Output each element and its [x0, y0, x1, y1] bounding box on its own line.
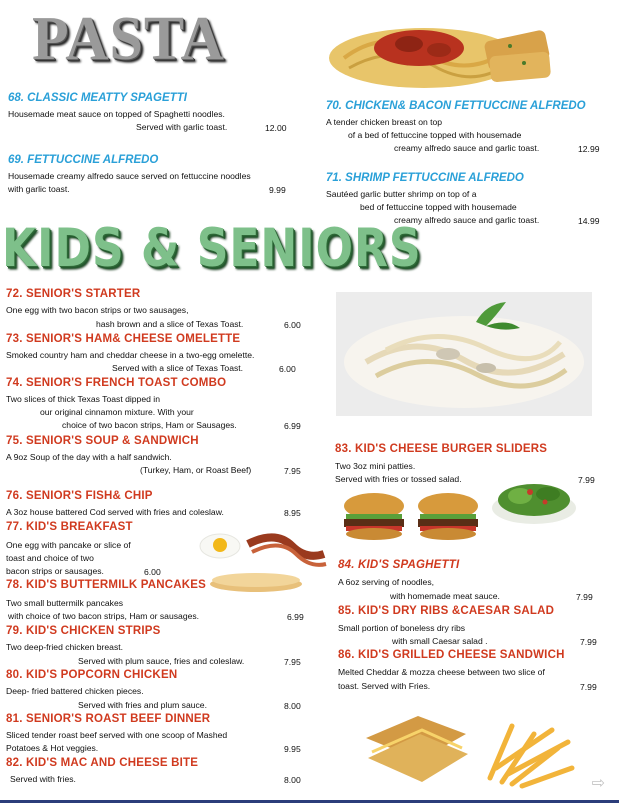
- item-71-desc-1: Sautéed garlic butter shrimp on top of a: [326, 189, 477, 199]
- item-84-price: 7.99: [576, 592, 593, 602]
- item-83-desc-1: Two 3oz mini patties.: [335, 461, 416, 471]
- item-71-heading: 71. SHRIMP FETTUCCINE ALFREDO: [326, 172, 524, 184]
- item-75-desc-1: A 9oz Soup of the day with a half sandwich.: [6, 452, 172, 462]
- item-78-heading: 78. KID'S BUTTERMILK PANCAKES: [6, 579, 207, 591]
- pasta-section-title: PASTA: [32, 3, 225, 73]
- item-77-desc-2: toast and choice of two: [6, 553, 94, 563]
- item-71-desc-3: creamy alfredo sauce and garlic toast.: [394, 215, 540, 225]
- item-83-price: 7.99: [578, 475, 595, 485]
- item-81-desc-1: Sliced tender roast beef served with one scoop of Mashed: [6, 730, 228, 740]
- grilled-cheese-fries-photo: [362, 708, 578, 794]
- item-76-desc-1: A 3oz house battered Cod served with fries and coleslaw.: [6, 507, 224, 517]
- item-74-price: 6.99: [284, 421, 301, 431]
- item-80-desc-1: Deep- fried battered chicken pieces.: [6, 686, 144, 696]
- item-75-heading: 75. SENIOR'S SOUP & SANDWICH: [6, 435, 199, 447]
- item-75-price: 7.95: [284, 466, 301, 476]
- sliders-photo: [336, 492, 486, 542]
- item-73-desc-2: Served with a slice of Texas Toast.: [112, 363, 244, 373]
- item-68-desc-2: Served with garlic toast.: [136, 122, 228, 132]
- item-80-desc-2: Served with fries and plum sauce.: [78, 700, 207, 710]
- item-70-desc-3: creamy alfredo sauce and garlic toast.: [394, 143, 540, 153]
- next-page-arrow-icon[interactable]: ⇨: [591, 775, 605, 792]
- item-73-heading: 73. SENIOR'S HAM& CHEESE OMELETTE: [6, 333, 241, 345]
- item-79-desc-2: Served with plum sauce, fries and coleslaw.: [78, 656, 245, 666]
- item-81-heading: 81. SENIOR'S ROAST BEEF DINNER: [6, 713, 211, 725]
- item-69-desc-2: with garlic toast.: [8, 184, 70, 194]
- spaghetti-photo: [314, 8, 562, 92]
- item-86-desc-1: Melted Cheddar & mozza cheese between two slice of: [338, 667, 545, 677]
- item-84-desc-2: with homemade meat sauce.: [390, 591, 500, 601]
- fettuccine-photo: [336, 292, 592, 416]
- item-71-price: 14.99: [578, 216, 600, 226]
- item-78-desc-1: Two small buttermilk pancakes: [6, 598, 124, 608]
- item-76-price: 8.95: [284, 508, 301, 518]
- item-73-price: 6.00: [279, 364, 296, 374]
- item-70-heading: 70. CHICKEN& BACON FETTUCCINE ALFREDO: [326, 100, 586, 112]
- item-68-price: 12.00: [265, 123, 287, 133]
- item-82-desc-1: Served with fries.: [10, 774, 76, 784]
- item-72-heading: 72. SENIOR'S STARTER: [6, 288, 141, 300]
- item-80-price: 8.00: [284, 701, 301, 711]
- item-78-price: 6.99: [287, 612, 304, 622]
- item-79-price: 7.95: [284, 657, 301, 667]
- tossed-salad-photo: [490, 472, 578, 528]
- item-73-desc-1: Smoked country ham and cheddar cheese in a two-egg omelette.: [6, 350, 255, 360]
- breakfast-photo: [196, 526, 328, 596]
- item-71-desc-2: bed of fettuccine topped with housemade: [360, 202, 517, 212]
- item-81-price: 9.95: [284, 744, 301, 754]
- item-69-desc-1: Housemade creamy alfredo sauce served on fettuccine noodles: [8, 171, 251, 181]
- kids-seniors-section-title: KIDS & SENIORS: [2, 218, 422, 280]
- item-74-heading: 74. SENIOR'S FRENCH TOAST COMBO: [6, 377, 227, 389]
- item-78-desc-2: with choice of two bacon strips, Ham or sausages.: [8, 611, 200, 621]
- item-70-price: 12.99: [578, 144, 600, 154]
- item-82-price: 8.00: [284, 775, 301, 785]
- item-72-price: 6.00: [284, 320, 301, 330]
- item-86-desc-2: toast. Served with Fries.: [338, 681, 431, 691]
- item-81-desc-2: Potatoes & Hot veggies.: [6, 743, 99, 753]
- item-85-price: 7.99: [580, 637, 597, 647]
- item-77-desc-3: bacon strips or sausages.: [6, 566, 104, 576]
- item-80-heading: 80. KID'S POPCORN CHICKEN: [6, 669, 178, 681]
- item-68-heading: 68. CLASSIC MEATTY SPAGETTI: [8, 92, 187, 104]
- item-85-desc-1: Small portion of boneless dry ribs: [338, 623, 466, 633]
- item-86-heading: 86. KID'S GRILLED CHEESE SANDWICH: [338, 649, 565, 661]
- item-84-heading: 84. KID'S SPAGHETTI: [338, 559, 460, 571]
- item-86-price: 7.99: [580, 682, 597, 692]
- item-68-desc-1: Housemade meat sauce on topped of Spaghetti noodles.: [8, 109, 225, 119]
- item-72-desc-1: One egg with two bacon strips or two sausages,: [6, 305, 189, 315]
- item-69-heading: 69. FETTUCCINE ALFREDO: [8, 154, 159, 166]
- item-84-desc-1: A 6oz serving of noodles,: [338, 577, 435, 587]
- item-70-desc-1: A tender chicken breast on top: [326, 117, 443, 127]
- item-77-heading: 77. KID'S BREAKFAST: [6, 521, 133, 533]
- item-79-desc-1: Two deep-fried chicken breast.: [6, 642, 124, 652]
- item-75-desc-2: (Turkey, Ham, or Roast Beef): [140, 465, 252, 475]
- item-74-desc-1: Two slices of thick Texas Toast dipped in: [6, 394, 160, 404]
- item-76-heading: 76. SENIOR'S FISH& CHIP: [6, 490, 153, 502]
- item-79-heading: 79. KID'S CHICKEN STRIPS: [6, 625, 161, 637]
- item-72-desc-2: hash brown and a slice of Texas Toast.: [96, 319, 244, 329]
- item-83-desc-2: Served with fries or tossed salad.: [335, 474, 462, 484]
- item-69-price: 9.99: [269, 185, 286, 195]
- item-83-heading: 83. KID'S CHEESE BURGER SLIDERS: [335, 443, 548, 455]
- item-85-desc-2: with small Caesar salad .: [392, 636, 488, 646]
- item-74-desc-3: choice of two bacon strips, Ham or Sausages.: [62, 420, 237, 430]
- item-77-desc-1: One egg with pancake or slice of: [6, 540, 131, 550]
- item-82-heading: 82. KID'S MAC AND CHEESE BITE: [6, 757, 199, 769]
- item-70-desc-2: of a bed of fettuccine topped with housemade: [348, 130, 522, 140]
- item-74-desc-2: our original cinnamon mixture. With your: [40, 407, 194, 417]
- item-77-price: 6.00: [144, 567, 161, 577]
- item-85-heading: 85. KID'S DRY RIBS &CAESAR SALAD: [338, 605, 555, 617]
